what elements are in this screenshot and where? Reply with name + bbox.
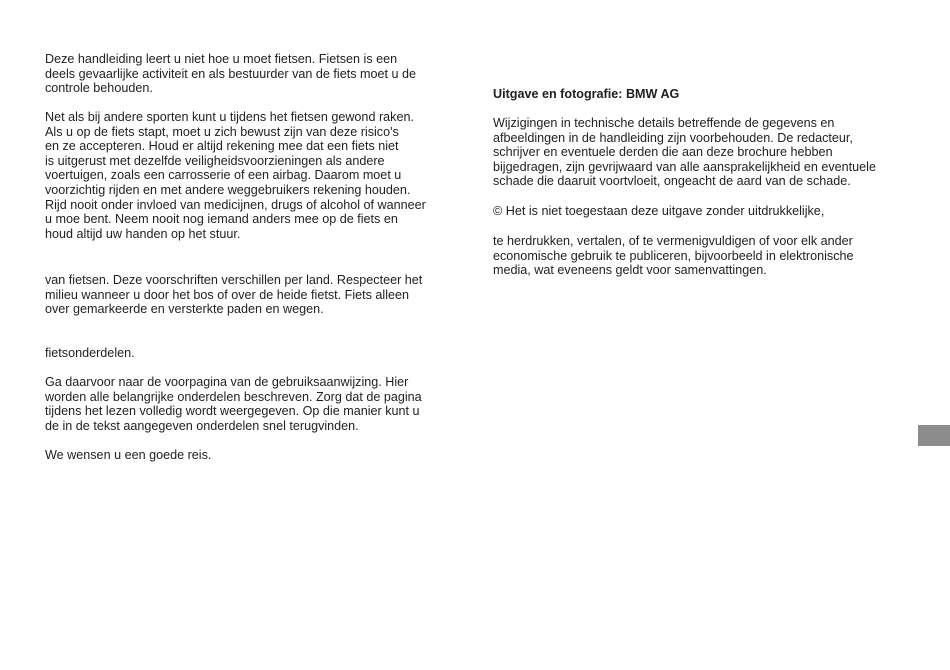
text-line: deels gevaarlijke activiteit en als bestuurder van de fiets moet u de (45, 66, 417, 81)
intro-paragraph (45, 52, 457, 96)
publisher-heading (493, 87, 905, 102)
text-line: en ze accepteren. Houd er altijd rekening mee dat een fiets niet (45, 139, 399, 154)
text-line: is uitgerust met dezelfde veiligheidsvoorzieningen als andere (45, 153, 385, 168)
section-tab-marker (918, 425, 950, 446)
text-line: media, wat eveneens geldt voor samenvattingen. (493, 263, 767, 278)
text-line: Als u op de fiets stapt, moet u zich bewust zijn van deze risico's (45, 124, 399, 139)
text-line: Ga daarvoor naar de voorpagina van de gebruiksaanwijzing. Hier (45, 375, 409, 389)
text-line: Wijzigingen in technische details betreffende de gegevens en (493, 116, 835, 130)
text-line: de in de tekst aangegeven onderdelen snel terugvinden. (45, 418, 359, 433)
risk-paragraph (45, 110, 457, 241)
text-line: schrijver en eventuele derden die aan deze brochure hebben (493, 145, 833, 160)
text-line: afbeeldingen in de handleiding zijn voorbehouden. De redacteur, (493, 130, 853, 145)
text-line: economische gebruik te publiceren, bijvoorbeeld in elektronische (493, 248, 854, 263)
text-line: We wensen u een goede reis. (45, 448, 212, 462)
text-line: voertuigen, zoals een carrosserie of een airbag. Daarom moet u (45, 168, 402, 183)
text-line: controle behouden. (45, 81, 153, 96)
text-line: worden alle belangrijke onderdelen beschreven. Zorg dat de pagina (45, 389, 422, 404)
text-line: milieu wanneer u door het bos of over de heide fietst. Fiets alleen (45, 287, 410, 302)
text-line: houd altijd uw handen op het stuur. (45, 226, 241, 241)
text-line: over gemarkeerde en versterkte paden en wegen. (45, 302, 324, 317)
text-line: © Het is niet toegestaan deze uitgave zonder uitdrukkelijke, (493, 204, 825, 218)
reproduction-paragraph (493, 234, 905, 278)
text-line: fietsonderdelen. (45, 346, 135, 360)
text-line: tijdens het lezen volledig wordt weergegeven. Op die manier kunt u (45, 404, 420, 419)
disclaimer-paragraph (493, 116, 905, 189)
text-line: Deze handleiding leert u niet hoe u moet fietsen. Fietsen is een (45, 52, 398, 66)
cover-page-paragraph (45, 375, 457, 433)
text-line: te herdrukken, vertalen, of te vermenigvuldigen of voor elk ander (493, 234, 853, 248)
parts-paragraph (45, 346, 457, 361)
text-line: schade die daaruit voortvloeit, ongeacht de aard van de schade. (493, 174, 851, 189)
text-line: voorzichtig rijden en met andere weggebruikers rekening houden. (45, 182, 411, 197)
closing-paragraph (45, 448, 457, 463)
text-line: van fietsen. Deze voorschriften verschillen per land. Respecteer het (45, 273, 423, 287)
text-line: Net als bij andere sporten kunt u tijdens het fietsen gewond raken. (45, 110, 414, 124)
regulations-paragraph (45, 273, 457, 317)
text-line: u moe bent. Neem nooit nog iemand anders mee op de fiets en (45, 212, 398, 227)
text-line: bijgedragen, zijn gevrijwaard van alle aansprakelijkheid en eventuele (493, 159, 876, 174)
heading-text: Uitgave en fotografie: BMW AG (493, 87, 680, 101)
text-line: Rijd nooit onder invloed van medicijnen, drugs of alcohol of wanneer (45, 197, 426, 212)
copyright-paragraph (493, 204, 905, 219)
